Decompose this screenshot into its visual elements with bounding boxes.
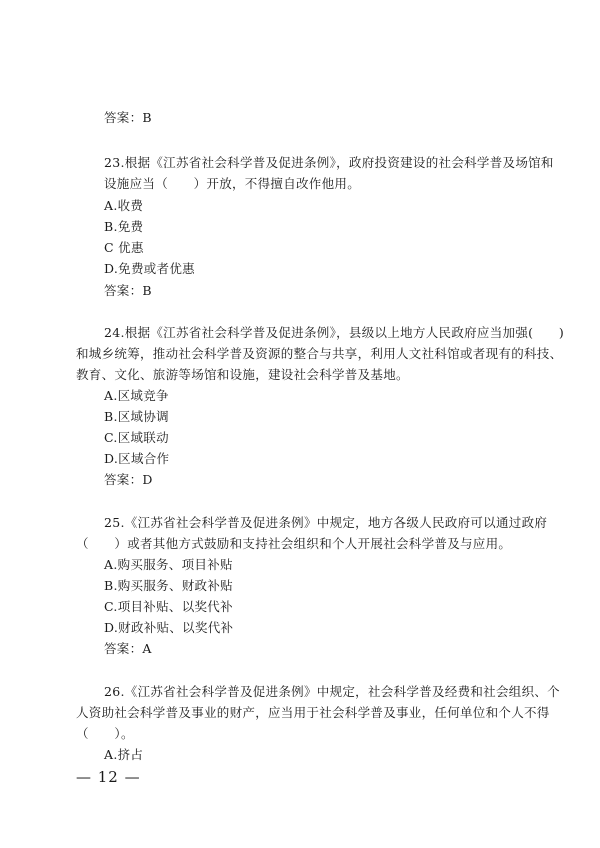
question-23-line-2: 设施应当（ ）开放，不得擅自改作他用。 [104, 176, 361, 191]
option-23-c: C 优惠 [104, 240, 144, 255]
question-26-line-3: （ ）。 [76, 726, 134, 741]
option-23-d: D.免费或者优惠 [104, 261, 195, 276]
question-24-line-1: 24.根据《江苏省社会科学普及促进条例》，县级以上地方人民政府应当加强( ) [104, 325, 565, 340]
option-25-d: D.财政补贴、以奖代补 [104, 620, 234, 635]
option-25-b: B.购买服务、财政补贴 [104, 578, 233, 593]
question-24-line-3: 教育、文化、旅游等场馆和设施，建设社会科学普及基地。 [76, 367, 409, 382]
question-26-line-1: 26.《江苏省社会科学普及促进条例》中规定，社会科学普及经费和社会组织、个 [104, 684, 560, 699]
answer-22: 答案：B [104, 110, 152, 125]
option-24-b: B.区域协调 [104, 409, 169, 424]
option-23-a: A.收费 [104, 198, 144, 213]
question-24-line-2: 和城乡统筹，推动社会科学普及资源的整合与共享，利用人文社科馆或者现有的科技、 [76, 346, 563, 361]
page-number: — 12 — [76, 768, 141, 786]
answer-24: 答案：D [104, 472, 153, 487]
option-24-a: A.区域竞争 [104, 388, 169, 403]
question-23-line-1: 23.根据《江苏省社会科学普及促进条例》，政府投资建设的社会科学普及场馆和 [104, 155, 554, 170]
option-24-c: C.区域联动 [104, 430, 169, 445]
option-25-c: C.项目补贴、以奖代补 [104, 599, 233, 614]
option-23-b: B.免费 [104, 219, 144, 234]
option-26-a: A.挤占 [104, 747, 144, 762]
option-25-a: A.购买服务、项目补贴 [104, 557, 233, 572]
answer-25: 答案：A [104, 641, 152, 656]
question-25-line-2: （ ）或者其他方式鼓励和支持社会组织和个人开展社会科学普及与应用。 [76, 536, 512, 551]
answer-23: 答案：B [104, 283, 152, 298]
question-25-line-1: 25.《江苏省社会科学普及促进条例》中规定，地方各级人民政府可以通过政府 [104, 515, 548, 530]
question-26-line-2: 人资助社会科学普及事业的财产，应当用于社会科学普及事业，任何单位和个人不得 [76, 705, 550, 720]
option-24-d: D.区域合作 [104, 451, 170, 466]
